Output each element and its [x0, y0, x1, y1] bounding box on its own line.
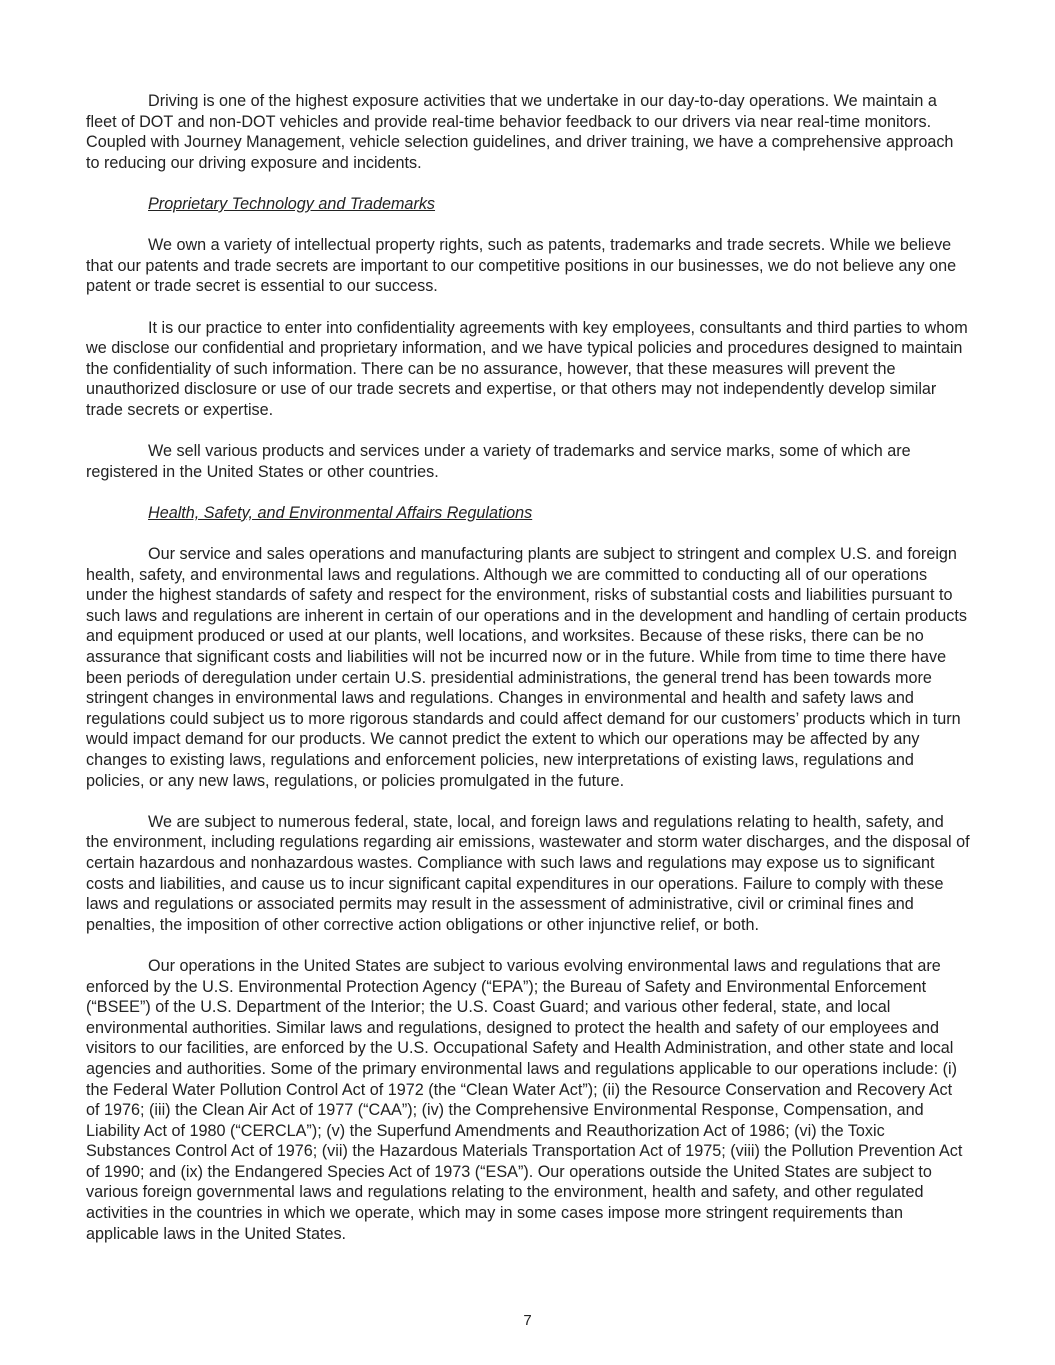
paragraph-confidentiality: It is our practice to enter into confidentiality agreements with key employees, consultants and third parties to whom we disclose our confidential and proprietary information, and we have typical policies and procedures designed to maintain the confidentiality of such information. There can be no assurance, however, that these measures will prevent the unauthorized disclosure or use of our trade secrets and expertise, or that others may not independently develop similar trade secrets or expertise.: [86, 318, 968, 419]
paragraph-us-environmental-laws: Our operations in the United States are subject to various evolving environmental laws and regulations that are enforced by the U.S. Environmental Protection Agency (“EPA”); the Bureau of Safety and Environmental Enforcement (“BSEE”) of the U.S. Department of the Interior; the U.S. Coast Guard; and various other federal, state, and local environmental authorities. Similar laws and regulations, designed to protect the health and safety of our employees and visitors to our facilities, are enforced by the U.S. Occupational Safety and Health Administration, and other state and local agencies and authorities. Some of the primary environmental laws and regulations applicable to our operations include: (i) the Federal Water Pollution Control Act of 1972 (the “Clean Water Act”); (ii) the Resource Conservation and Recovery Act of 1976; (iii) the Clean Air Act of 1977 (“CAA”); (iv) the Comprehensive Environmental Response, Compensation, and Liability Act of 1980 (“CERCLA”); (v) the Superfund Amendments and Reauthorization Act of 1986; (vi) the Toxic Substances Control Act of 1976; (vii) the Hazardous Materials Transportation Act of 1975; (viii) the Pollution Prevention Act of 1990; and (ix) the Endangered Species Act of 1973 (“ESA”). Our operations outside the United States are subject to various foreign governmental laws and regulations relating to the environment, health and safety, and other regulated activities in the countries in which we operate, which may in some cases impose more stringent requirements than applicable laws in the United States.: [86, 956, 963, 1243]
section-heading-proprietary-technology: [86, 194, 970, 215]
paragraph-hse-overview: Our service and sales operations and manufacturing plants are subject to stringent and complex U.S. and foreign health, safety, and environmental laws and regulations. Although we are committed to conducting all of our operations under the highest standards of safety and respect for the environment, risks of substantial costs and liabilities pursuant to such laws and regulations are inherent in certain of our operations and in the development and handling of certain products and equipment produced or used at our plants, well locations, and worksites. Because of these risks, there can be no assurance that significant costs and liabilities will not be incurred now or in the future. While from time to time there have been periods of deregulation under certain U.S. presidential administrations, the general trend has been towards more stringent changes in environmental laws and regulations. Changes in environmental and health and safety laws and regulations could subject us to more rigorous standards and could affect demand for our customers’ products which in turn would impact demand for our products. We cannot predict the extent to which our operations may be affected by any changes to existing laws, regulations and enforcement policies, new interpretations of existing laws, regulations and policies, or any new laws, regulations, or policies promulgated in the future.: [86, 545, 967, 790]
page-number: 7: [523, 1312, 532, 1329]
heading-text: Proprietary Technology and Trademarks: [148, 194, 436, 213]
heading-text: Health, Safety, and Environmental Affairs Regulations: [148, 503, 533, 522]
paragraph-intellectual-property: We own a variety of intellectual property rights, such as patents, trademarks and trade secrets. While we believe that our patents and trade secrets are important to our competitive positions in our businesses, we do not believe any one patent or trade secret is essential to our success.: [86, 236, 957, 296]
paragraph-regulatory-compliance: We are subject to numerous federal, state, local, and foreign laws and regulations relating to health, safety, and the environment, including regulations regarding air emissions, wastewater and storm water discharges, and the disposal of certain hazardous and nonhazardous wastes. Compliance with such laws and regulations may expose us to significant costs and liabilities, and cause us to incur significant capital expenditures in our operations. Failure to comply with these laws and regulations or associated permits may result in the assessment of administrative, civil or criminal fines and penalties, the imposition of other corrective action obligations or other injunctive relief, or both.: [86, 812, 970, 934]
paragraph-trademarks: We sell various products and services under a variety of trademarks and service marks, some of which are registered in the United States or other countries.: [86, 442, 911, 481]
paragraph-driving: Driving is one of the highest exposure activities that we undertake in our day-to-day operations. We maintain a fleet of DOT and non-DOT vehicles and provide real-time behavior feedback to our drivers via near real-time monitors. Coupled with Journey Management, vehicle selection guidelines, and driver training, we have a comprehensive approach to reducing our driving exposure and incidents.: [86, 92, 954, 172]
section-heading-hse-regulations: [86, 503, 970, 524]
document-body: [86, 91, 970, 1265]
